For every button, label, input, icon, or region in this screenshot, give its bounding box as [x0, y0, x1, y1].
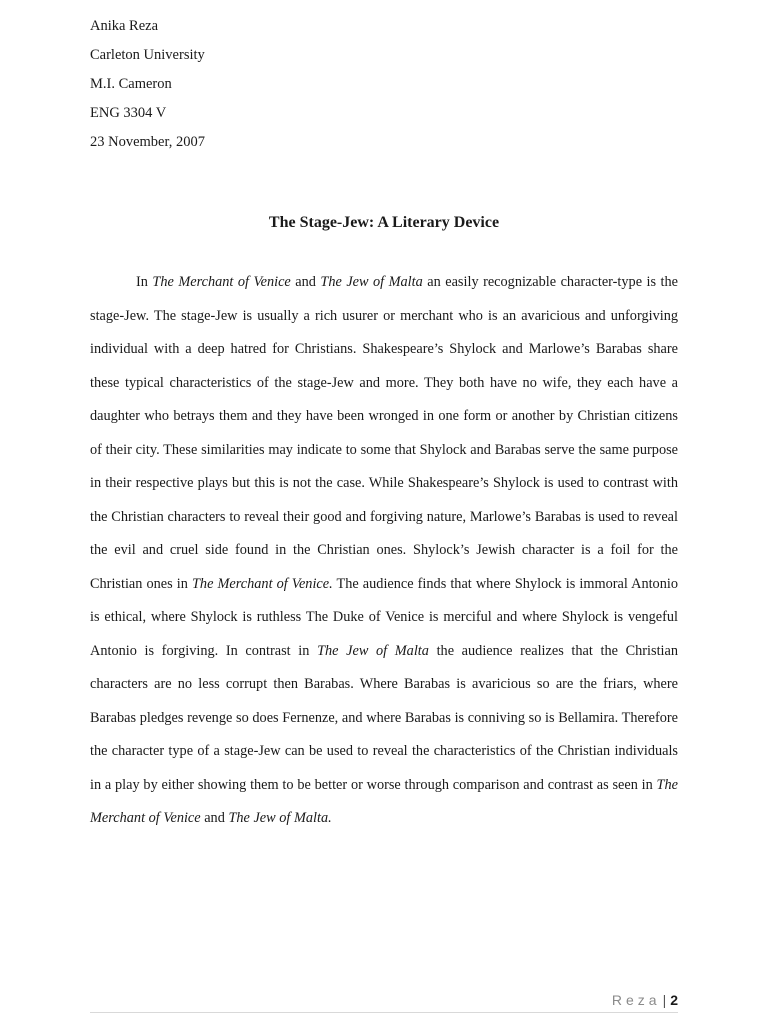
body-paragraph [90, 266, 678, 836]
body-text-segment: the audience realizes that the Christian characters are no less corrupt then Barabas. Where Barabas is avaricious so are the friars, where Barabas pledges revenge so does Fernenze, and where Barabas is conniving so is Bellamira. Therefore the character type of a stage-Jew can be used to reveal the characteristics of the Christian individuals in a play by either showing them to be better or worse through comparison and contrast as seen in [90, 642, 679, 793]
work-title-italic: The Jew of Malta [320, 274, 423, 290]
body-text-segment: and [200, 810, 229, 826]
work-title-italic: The Merchant of Venice [90, 776, 678, 826]
instructor-name: M.I. Cameron [90, 76, 172, 92]
running-head: Reza [611, 992, 661, 1008]
heading-block [90, 12, 205, 157]
work-title-italic: The Jew of Malta. [228, 810, 332, 826]
essay-title: The Stage-Jew: A Literary Device [268, 214, 500, 231]
footer-separator: | [662, 992, 667, 1008]
work-title-italic: The Merchant of Venice. [191, 575, 333, 592]
body-text-segment: an easily recognizable character-type is the stage-Jew. The stage-Jew is usually a rich usurer or merchant who is an avaricious and unforgiving individual with a deep hatred for Christians. Shakespeare’s Shylock and Marlowe’s Barabas share these typical characteristics of the stage-Jew and more. They both have no wife, they each have a daughter who betrays them and they have been wronged in one form or another by Christian citizens of their city. These similarities may indicate to some that Shylock and Barabas serve the same purpose in their respective plays but this is not the case. While Shakespeare’s Shylock is used to contrast with the Christian characters to reveal their good and forgiving nature, Marlowe’s Barabas is used to reveal the evil and cruel side found in the Christian ones. Shylock’s Jewish character is a foil for the Christian ones in [90, 274, 679, 592]
submission-date: 23 November, 2007 [90, 134, 205, 150]
work-title-italic: The Merchant of Venice [152, 274, 291, 290]
author-name: Anika Reza [90, 18, 159, 34]
footer-rule [90, 1012, 678, 1013]
body-text-segment: and [290, 274, 321, 290]
course-code: ENG 3304 V [90, 105, 167, 121]
page-number: 2 [670, 992, 678, 1008]
body-text-segment: In [136, 274, 153, 290]
institution-name: Carleton University [90, 47, 205, 63]
page-footer [612, 990, 678, 1010]
body-text-segment: The audience finds that where Shylock is immoral Antonio is ethical, where Shylock is ruthless The Duke of Venice is merciful and where Shylock is vengeful Antonio is forgiving. In contrast in [90, 575, 678, 659]
work-title-italic: The Jew of Malta [317, 642, 429, 659]
